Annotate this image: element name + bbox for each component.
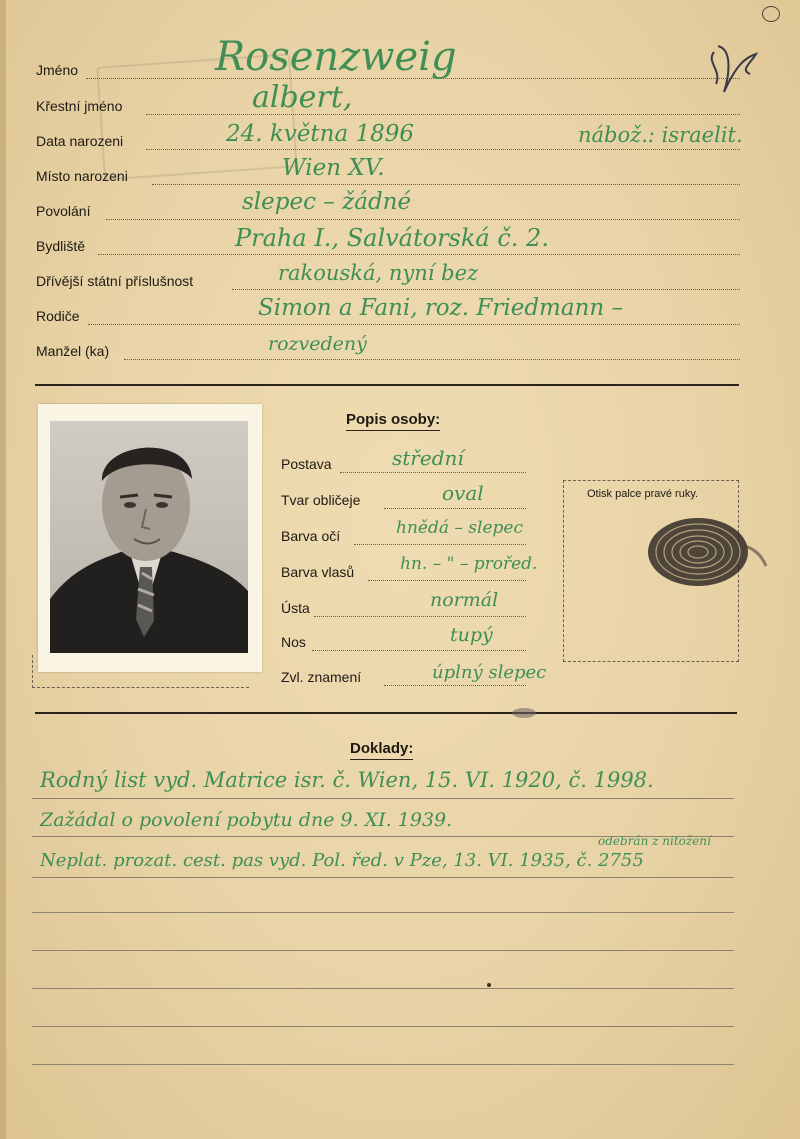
field-value-birth-place: Wien XV.	[282, 155, 385, 181]
field-value-residence: Praha I., Salvátorská č. 2.	[235, 224, 549, 252]
desc-value-marks: úplný slepec	[432, 662, 547, 683]
field-label-parents: Rodiče	[36, 308, 80, 324]
desc-value-mouth: normál	[430, 589, 499, 611]
field-line	[384, 685, 526, 686]
document-annotation: odebrán z nitožení	[598, 834, 711, 848]
field-line	[384, 508, 526, 509]
fingerprint-caption: Otisk palce pravé ruky.	[587, 488, 699, 500]
field-value-birth-date: 24. května 1896	[226, 121, 415, 147]
signature-mark	[700, 40, 768, 98]
ruled-line	[32, 798, 734, 799]
ruled-line	[32, 988, 734, 989]
desc-value-build: střední	[392, 446, 464, 470]
field-line	[368, 580, 526, 581]
field-label-residence: Bydliště	[36, 238, 86, 254]
field-line	[88, 324, 740, 325]
field-line	[98, 254, 740, 255]
ink-dot	[487, 983, 491, 987]
religion-note: nábož.: israelit.	[578, 123, 743, 147]
field-label-spouse: Manžel (ka)	[36, 343, 110, 359]
desc-label-face: Tvar obličeje	[281, 492, 361, 508]
desc-label-build: Postava	[281, 456, 332, 472]
desc-value-eyes: hnědá – slepec	[396, 518, 523, 538]
thumbprint-image	[640, 512, 770, 592]
field-line	[232, 289, 740, 290]
photo-outline	[32, 655, 249, 688]
field-label-birth-place: Místo narozeni	[36, 168, 128, 184]
corner-circle-mark	[762, 6, 780, 22]
field-line	[152, 184, 740, 185]
desc-label-hair: Barva vlasů	[281, 564, 355, 580]
field-line	[354, 544, 526, 545]
field-line	[340, 472, 526, 473]
field-label-occupation: Povolání	[36, 203, 91, 219]
desc-label-eyes: Barva očí	[281, 528, 341, 544]
field-value-name: Rosenzweig	[215, 34, 457, 80]
ruled-line	[32, 1064, 734, 1065]
description-heading: Popis osoby:	[346, 411, 440, 431]
field-value-first-name: albert,	[252, 80, 353, 115]
field-value-parents: Simon a Fani, roz. Friedmann –	[258, 295, 624, 321]
field-label-name: Jméno	[36, 62, 79, 78]
ink-smudge	[510, 705, 538, 721]
field-line	[312, 650, 526, 651]
field-line	[314, 616, 526, 617]
portrait-photo	[50, 421, 248, 653]
field-line	[146, 149, 740, 150]
section-divider	[35, 384, 739, 386]
desc-value-nose: tupý	[450, 624, 493, 646]
desc-value-face: oval	[442, 481, 484, 505]
desc-label-marks: Zvl. znamení	[281, 669, 362, 685]
field-line	[146, 114, 740, 115]
desc-value-hair: hn. – " – prořed.	[400, 554, 538, 574]
section-divider	[35, 712, 737, 714]
document-entry: Neplat. prozat. cest. pas vyd. Pol. řed. v Pze, 13. VI. 1935, č. 2755	[40, 850, 644, 871]
document-entry: Rodný list vyd. Matrice isr. č. Wien, 15. VI. 1920, č. 1998.	[40, 768, 654, 792]
field-value-occupation: slepec – žádné	[242, 189, 412, 215]
desc-label-mouth: Ústa	[281, 600, 310, 616]
field-line	[124, 359, 740, 360]
field-label-birth-date: Data narozeni	[36, 133, 124, 149]
ruled-line	[32, 1026, 734, 1027]
ruled-line	[32, 912, 734, 913]
desc-label-nose: Nos	[281, 634, 306, 650]
paper-edge	[0, 0, 6, 1139]
ruled-line	[32, 877, 734, 878]
field-value-former-citizenship: rakouská, nyní bez	[278, 261, 479, 285]
field-line	[106, 219, 740, 220]
field-label-former-citizenship: Dřívější státní příslušnost	[36, 273, 194, 289]
ruled-line	[32, 950, 734, 951]
documents-heading: Doklady:	[350, 740, 413, 760]
field-label-first-name: Křestní jméno	[36, 98, 123, 114]
field-value-spouse: rozvedený	[268, 333, 367, 355]
document-entry: Zažádal o povolení pobytu dne 9. XI. 1939.	[40, 809, 453, 831]
